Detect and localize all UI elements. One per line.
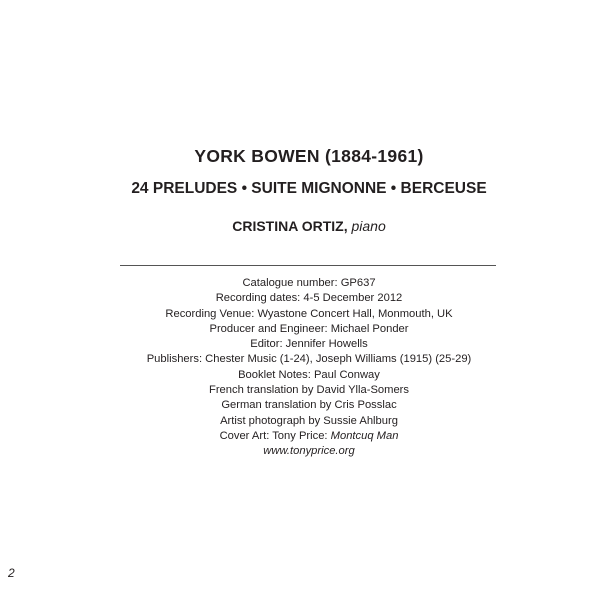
credit-line: Recording Venue: Wyastone Concert Hall, Monmouth, UK [165, 307, 453, 320]
cover-art-label: Cover Art: Tony Price: [219, 429, 331, 442]
page-number: 2 [8, 566, 15, 580]
credit-line: French translation by David Ylla-Somers [208, 384, 409, 397]
divider [120, 265, 496, 266]
credit-line: Producer and Engineer: Michael Ponder [209, 322, 409, 335]
credit-line: German translation by Cris Posslac [221, 399, 397, 412]
performer [0, 218, 600, 234]
credit-line-cover-art [0, 429, 600, 444]
credits-block [0, 276, 600, 460]
credit-line: Booklet Notes: Paul Conway [238, 368, 380, 381]
website-text: www.tonyprice.org [263, 445, 355, 458]
credit-line: Publishers: Chester Music (1-24), Joseph Williams (1915) (25-29) [146, 353, 472, 366]
credit-line: Artist photograph by Sussie Ahlburg [220, 414, 398, 427]
website-link [0, 444, 600, 459]
credit-line: Recording dates: 4-5 December 2012 [215, 292, 403, 305]
credit-line: Editor: Jennifer Howells [250, 338, 368, 351]
cover-art-title: Montcuq Man [330, 429, 399, 442]
album-title: YORK BOWEN (1884-1961) [194, 146, 424, 166]
performer-name: CRISTINA ORTIZ, [232, 218, 348, 234]
performer-instrument: piano [351, 218, 386, 234]
album-subtitle: 24 PRELUDES • SUITE MIGNONNE • BERCEUSE [131, 180, 487, 197]
credit-line: Catalogue number: GP637 [242, 277, 376, 289]
